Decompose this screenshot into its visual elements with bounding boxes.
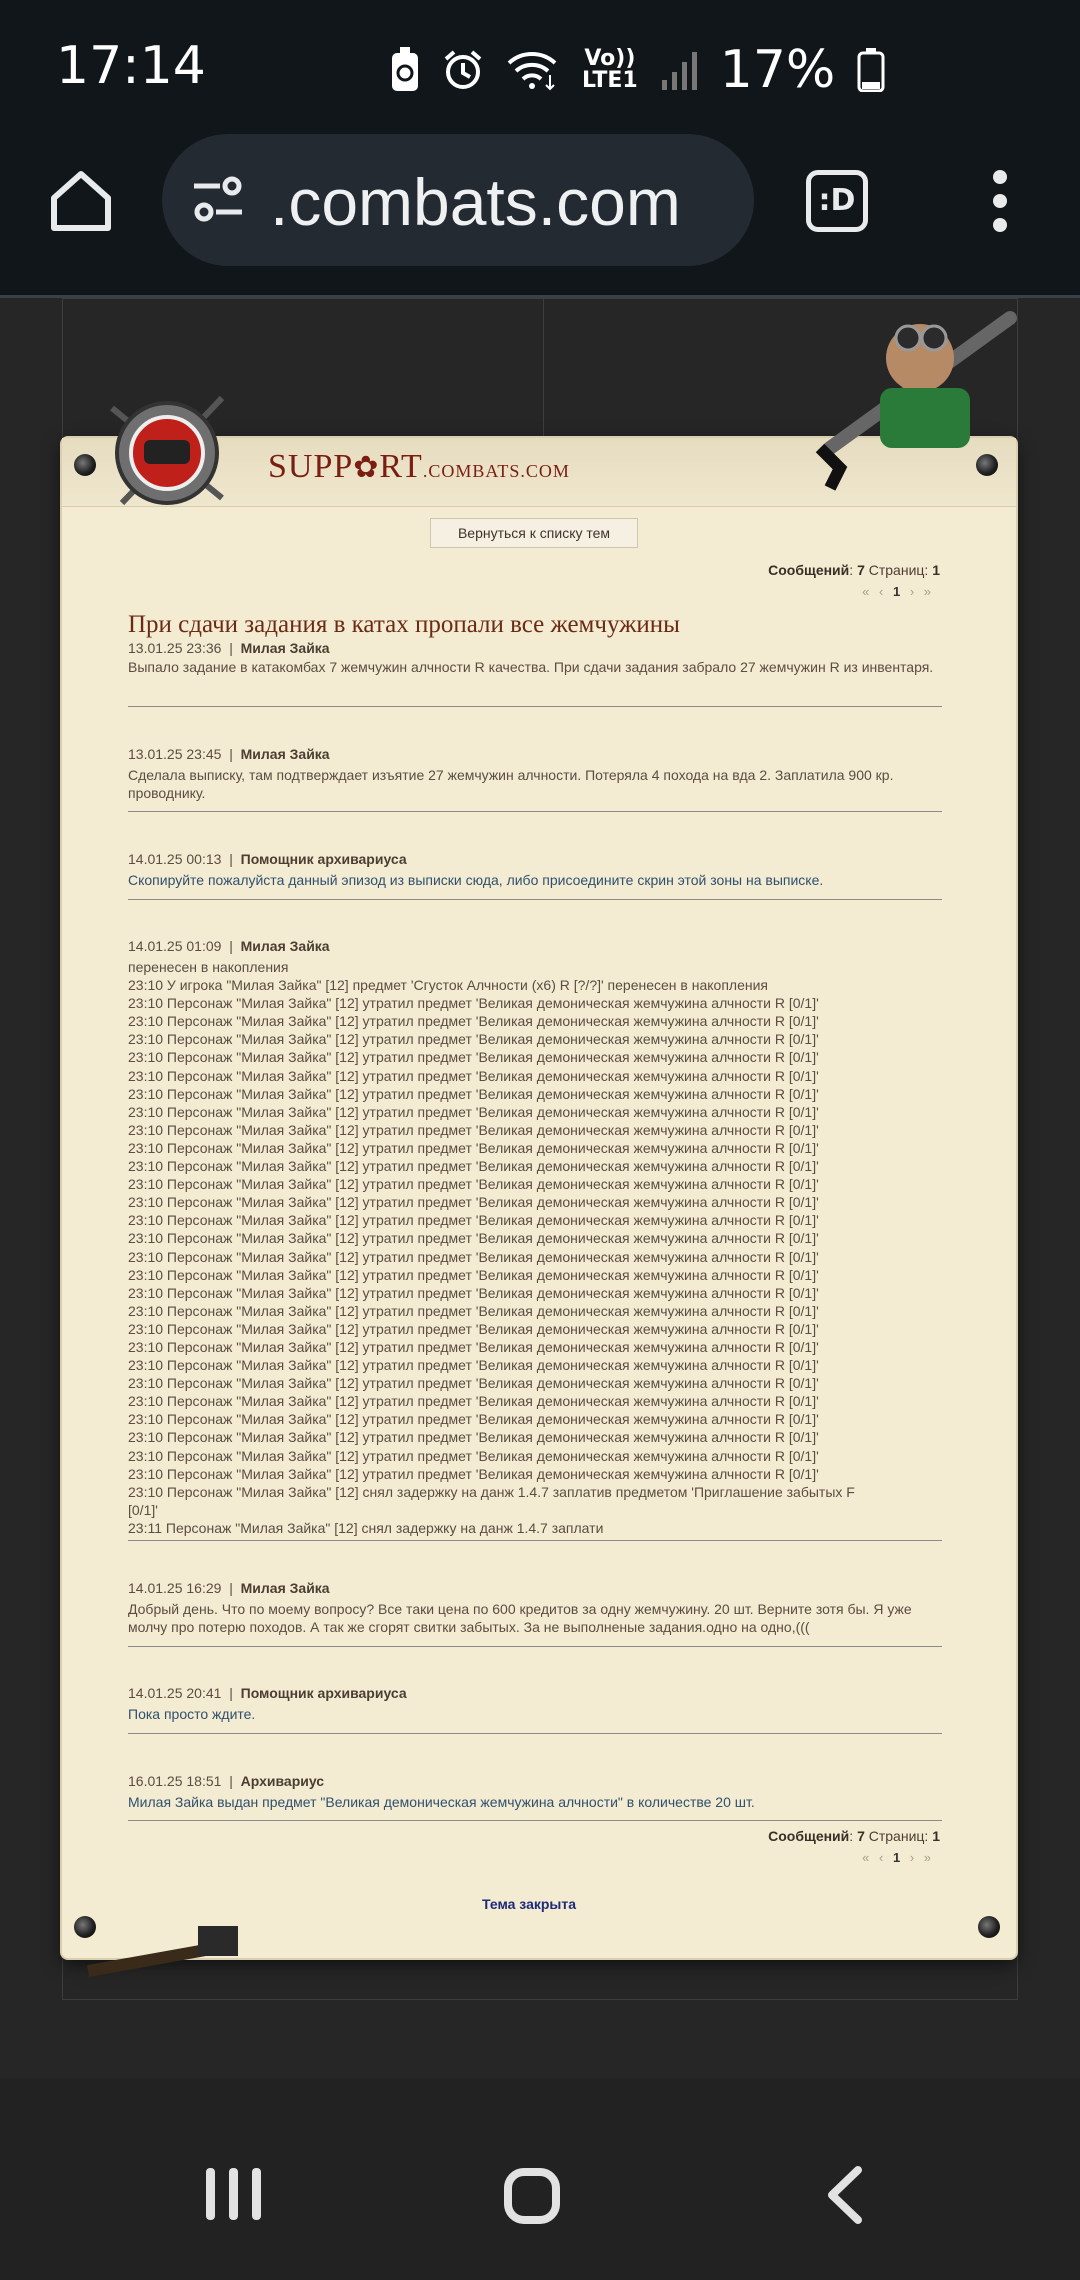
divider: [128, 811, 942, 812]
divider: [128, 1820, 942, 1821]
post-meta: 14.01.25 20:41 | Помощник архивариуса: [128, 1685, 407, 1701]
hammer-decoration-icon: [78, 1916, 258, 1986]
browser-toolbar: [0, 130, 1080, 298]
pagination[interactable]: « ‹ 1 › »: [862, 1850, 934, 1865]
status-bar: [0, 0, 1080, 130]
post-meta: 13.01.25 23:45 | Милая Зайка: [128, 746, 330, 762]
divider: [128, 1733, 942, 1734]
gnome-mascot-icon: [810, 298, 1050, 498]
post-body: Сделала выписку, там подтверждает изъятие 27 жемчужин алчности. Потеряла 4 похода на вда 2. Заплатила 900 кр. проводнику.: [128, 767, 894, 801]
divider: [128, 899, 942, 900]
topic-closed-label: Тема закрыта: [482, 1896, 577, 1912]
divider: [128, 1540, 942, 1541]
status-icons: [390, 40, 885, 100]
system-nav-bar: [0, 2078, 1080, 2280]
back-to-topics-button[interactable]: Вернуться к списку тем: [430, 518, 638, 548]
post: [128, 851, 942, 889]
recent-apps-button[interactable]: [206, 2168, 275, 2225]
post: [128, 1773, 942, 1811]
post: [128, 746, 942, 802]
fist-emblem-icon: [92, 378, 242, 528]
post: [128, 1685, 942, 1723]
post-body: Добрый день. Что по моему вопросу? Все таки цена по 600 кредитов за одну жемчужину. 20 шт. Верните зотя бы. Я уже молчу про потерю походов. А так же сгорят свитки забытых. За не выполненые задания.одно на одно,(((: [128, 1601, 912, 1635]
topic-stats: Сообщений: 7 Страниц: 1: [768, 1828, 940, 1844]
battery-saver-icon: [390, 47, 420, 93]
battery-percent: 17%: [719, 40, 836, 100]
site-settings-icon[interactable]: [190, 174, 246, 224]
post-body: Выпало задание в катакомбах 7 жемчужин алчности R качества. При сдачи задания забрало 27 жемчужин R из инвентаря.: [128, 659, 934, 675]
more-options-icon[interactable]: [986, 170, 1014, 232]
home-button[interactable]: [504, 2168, 560, 2224]
post-meta: 14.01.25 01:09 | Милая Зайка: [128, 938, 330, 954]
bolt-icon: [978, 1916, 1000, 1938]
post-body: перенесен в накопления 23:10 У игрока "Милая Зайка" [12] предмет 'Сгусток Алчности (x6) R [?/?]' перенесен в накопления 23:10 Персонаж "Милая Зайка" [12] утратил предмет 'Великая демоническая жемчужина алчности R [0/1]' 23:10 Персонаж "Милая Зайка" [12] утратил предмет 'Великая демоническая жемчужина алчности R [0/1]' 23:10 Персонаж "Милая Зайка" [12] утратил предмет 'Великая демоническая жемчужина алчности R [0/1]' 23:10 Персонаж "Милая Зайка" [12] утратил предмет 'Великая демоническая жемчужина алчности R [0/1]' 23:10 Персонаж "Милая Зайка" [12] утратил предмет 'Великая демоническая жемчужина алчности R [0/1]' 23:10 Персонаж "Милая Зайка" [12] утратил предмет 'Великая демоническая жемчужина алчности R [0/1]' 23:10 Персонаж "Милая Зайка" [12] утратил предмет 'Великая демоническая жемчужина алчности R [0/1]' 23:10 Персонаж "Милая Зайка" [12] утратил предмет 'Великая демоническая жемчужина алчности R [0/1]' 23:10 Персонаж "Милая Зайка" [12] утратил предмет 'Великая демоническая жемчужина алчности R [0/1]' 23:10 Персонаж "Милая Зайка" [12] утратил предмет 'Великая демоническая жемчужина алчности R [0/1]' 23:10 Персонаж "Милая Зайка" [12] утратил предмет 'Великая демоническая жемчужина алчности R [0/1]' 23:10 Персонаж "Милая Зайка" [12] утратил предмет 'Великая демоническая жемчужина алчности R [0/1]' 23:10 Персонаж "Милая Зайка" [12] утратил предмет 'Великая демоническая жемчужина алчности R [0/1]' 23:10 Персонаж "Милая Зайка" [12] утратил предмет 'Великая демоническая жемчужина алчности R [0/1]' 23:10 Персонаж "Милая Зайка" [12] утратил предмет 'Великая демоническая жемчужина алчности R [0/1]' 23:10 Персонаж "Милая Зайка" [12] утратил предмет 'Великая демоническая жемчужина алчности R [0/1]' 23:10 Персонаж "Милая Зайка" [12] утратил предмет 'Великая демоническая жемчужина алчности R [0/1]' 23:10 Персонаж "Милая Зайка" [12] утратил предмет 'Великая демоническая жемчужина алчности R [0/1]' 23:10 Персонаж "Милая Зайка" [12] утратил предмет 'Великая демоническая жемчужина алчности R [0/1]' 23:10 Персонаж "Милая Зайка" [12] утратил предмет 'Великая демоническая жемчужина алчности R [0/1]' 23:10 Персонаж "Милая Зайка" [12] утратил предмет 'Великая демоническая жемчужина алчности R [0/1]' 23:10 Персонаж "Милая Зайка" [12] утратил предмет 'Великая демоническая жемчужина алчности R [0/1]' 23:10 Персонаж "Милая Зайка" [12] утратил предмет 'Великая демоническая жемчужина алчности R [0/1]' 23:10 Персонаж "Милая Зайка" [12] утратил предмет 'Великая демоническая жемчужина алчности R [0/1]' 23:10 Персонаж "Милая Зайка" [12] утратил предмет 'Великая демоническая жемчужина алчности R [0/1]' 23:10 Персонаж "Милая Зайка" [12] утратил предмет 'Великая демоническая жемчужина алчности R [0/1]' 23:10 Персонаж "Милая Зайка" [12] утратил предмет 'Великая демоническая жемчужина алчности R [0/1]' 23:10 Персонаж "Милая Зайка" [12] снял задержку на данж 1.4.7 заплатив предметом 'Приглашение забытых F [0/1]' 23:11 Персонаж "Милая Зайка" [12] снял задержку на данж 1.4.7 заплати: [128, 959, 855, 1536]
battery-icon: [857, 48, 885, 92]
post-body: Пока просто ждите.: [128, 1706, 256, 1722]
post-body: Скопируйте пожалуйста данный эпизод из выписки сюда, либо присоедините скрин этой зоны на выписке.: [128, 872, 824, 888]
back-button[interactable]: [818, 2164, 878, 2226]
wifi-icon: [506, 49, 560, 91]
post-meta: 13.01.25 23:36 | Милая Зайка: [128, 640, 330, 656]
topic-stats: Сообщений: 7 Страниц: 1: [768, 562, 940, 578]
post-meta: 14.01.25 16:29 | Милая Зайка: [128, 1580, 330, 1596]
tab-switcher-button[interactable]: :D: [806, 170, 868, 232]
post: [128, 938, 942, 1537]
support-logo[interactable]: SUPP✿RT.COMBATS.COM: [268, 448, 570, 485]
post: [128, 640, 942, 676]
post: [128, 1580, 942, 1636]
signal-icon: [660, 50, 698, 90]
divider: [128, 1646, 942, 1647]
alarm-icon: [442, 49, 484, 91]
topic-title: При сдачи задания в катах пропали все жемчужины: [128, 611, 680, 638]
post-meta: 14.01.25 00:13 | Помощник архивариуса: [128, 851, 407, 867]
url-text[interactable]: .combats.com: [270, 165, 681, 239]
clock: 17:14: [56, 36, 206, 96]
network-type: Vo)) LTE1: [582, 46, 638, 93]
web-page: [0, 298, 1080, 2078]
address-bar[interactable]: [162, 134, 754, 266]
pagination[interactable]: « ‹ 1 › »: [862, 584, 934, 599]
divider: [128, 706, 942, 707]
post-body: Милая Зайка выдан предмет "Великая демоническая жемчужина алчности" в количестве 20 шт.: [128, 1794, 755, 1810]
home-icon[interactable]: [48, 168, 114, 234]
post-meta: 16.01.25 18:51 | Архивариус: [128, 1773, 325, 1789]
